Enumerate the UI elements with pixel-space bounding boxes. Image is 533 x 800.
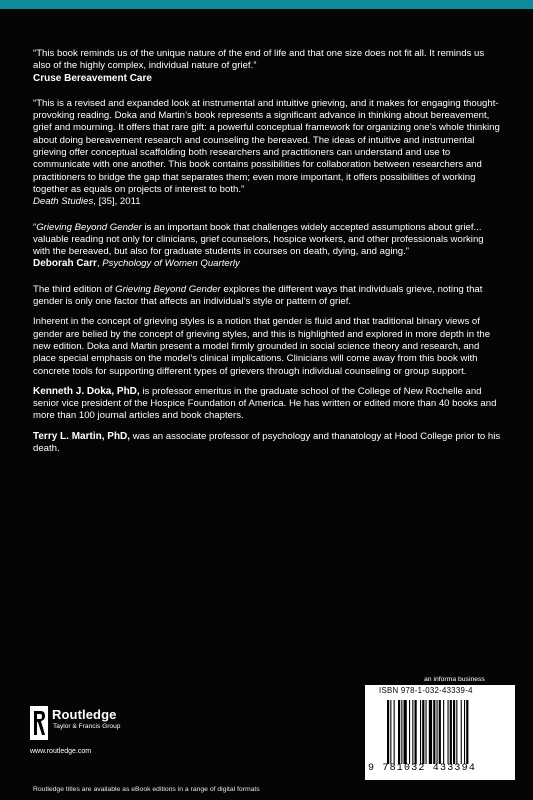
barcode-bar bbox=[387, 700, 389, 764]
author-bio-martin bbox=[33, 431, 503, 456]
author-bio-doka bbox=[33, 386, 503, 423]
barcode-bar bbox=[420, 700, 421, 764]
author-name: Kenneth J. Doka, PhD, bbox=[33, 385, 140, 397]
description-paragraph-2: Inherent in the concept of grieving styles is a notion that gender is fluid and that traditional binary views of gender are belied by the concept of grieving styles, and this is highlighted and explored in more depth in the new edition. Doka and Martin present a model firmly grounded in social science theory and research, and place special emphasis on the model’s clinical implications. Clinicians will come away from this book with concrete tools for supporting different types of grievers through individual counseling or group support. bbox=[33, 316, 491, 377]
barcode-bar bbox=[401, 700, 402, 764]
barcode-bar bbox=[443, 700, 444, 764]
cover-text bbox=[33, 48, 503, 463]
barcode-bar bbox=[456, 700, 457, 764]
quote-text: is an important book that challenges widely accepted assumptions about grief... valuable reading not only for clinicians, grief counselors, hospice workers, and other professionals working with the bereaved, but also for graduate students in courses on death, dying, and aging.” bbox=[33, 221, 484, 258]
isbn-label: ISBN 978-1-032-43339-4 bbox=[379, 686, 473, 695]
barcode-bar bbox=[433, 700, 435, 764]
isbn-barcode-box bbox=[365, 685, 515, 780]
review-quote-3: “Grieving Beyond Gender is an important book that challenges widely accepted assumptions about grief... valuable reading not only for clinicians, grief counselors, hospice workers, and other professionals working with the bereaved, but also for graduate students in courses on death, dying, and aging.” Deborah Carr, Psychology of Women Quarterly bbox=[33, 221, 484, 270]
quote-text: “This book reminds us of the unique nature of the end of life and that one size does not fit all. It reminds us also of the highly complex, individual nature of grief.” bbox=[33, 48, 485, 72]
barcode-bar bbox=[439, 700, 441, 764]
author-name: Terry L. Martin, PhD, bbox=[33, 430, 131, 442]
barcode-bar bbox=[394, 700, 395, 764]
publisher-url[interactable]: www.routledge.com bbox=[30, 748, 92, 755]
routledge-logo bbox=[30, 706, 126, 746]
book-title: Grieving Beyond Gender bbox=[36, 221, 142, 233]
price-box bbox=[481, 695, 512, 713]
author-bio: was an associate professor of psychology and thanatology at Hood College prior to his death. bbox=[33, 430, 501, 455]
routledge-r-icon bbox=[30, 706, 48, 740]
barcode-bar bbox=[453, 700, 455, 764]
publisher-tagline: Taylor & Francis Group bbox=[53, 723, 121, 730]
description-paragraph-1: The third edition of Grieving Beyond Gender explores the different ways that individuals grieve, noting that gender is only one factor that affects an individual’s style or pattern of grief. bbox=[33, 283, 483, 308]
parent-company: an informa business bbox=[424, 676, 485, 683]
barcode-bar bbox=[448, 700, 449, 764]
barcode-bar bbox=[415, 700, 417, 764]
barcode-bar bbox=[429, 700, 432, 764]
barcode-bar bbox=[466, 700, 468, 764]
accent-strip bbox=[0, 0, 533, 9]
publisher-name: Routledge bbox=[52, 707, 117, 722]
barcode-bar bbox=[461, 700, 462, 764]
quote-text: “This is a revised and expanded look at instrumental and intuitive grieving, and it makes for engaging thought-provoking reading. Doka and Martin’s book represents a significant advance in thinking about bereavement, grief and mourning. It offers that rare gift: a powerful conceptual framework for organizing one’s whole thinking about doing bereavement research and counseling the bereaved. The ideas of intuitive and instrumental grieving offer conceptual scaffolding both researchers and practitioners can understand and use to communicate with one another. This book contains possibilities for collaboration between researchers and practitioners to bridge the gap that separates them; even more important, it offers possibilities of working together as equals on projects of interest to both.” bbox=[33, 97, 500, 195]
cover-footer bbox=[0, 676, 533, 800]
barcode-bar bbox=[464, 700, 465, 764]
barcode-bar bbox=[437, 700, 438, 764]
ebook-note: Routledge titles are available as eBook editions in a range of digital formats bbox=[33, 786, 260, 793]
author-bio: is professor emeritus in the graduate school of the College of New Rochelle and senior vice president of the Hospice Foundation of America. He has written or edited more than 40 books and more than 100 journal articles and book chapters. bbox=[33, 385, 497, 422]
quote-journal: Psychology of Women Quarterly bbox=[102, 258, 240, 270]
barcode-bar bbox=[450, 700, 452, 764]
barcode-bar bbox=[404, 700, 407, 764]
quote-source: Cruse Bereavement Care bbox=[33, 72, 152, 84]
barcode-bar bbox=[422, 700, 424, 764]
book-title: Grieving Beyond Gender bbox=[115, 283, 221, 295]
barcode-bar bbox=[398, 700, 400, 764]
barcode-bar bbox=[426, 700, 427, 764]
review-quote-1 bbox=[33, 48, 503, 85]
review-quote-2 bbox=[33, 98, 503, 209]
barcode-bar bbox=[390, 700, 391, 764]
quote-author: Deborah Carr bbox=[33, 258, 97, 270]
quote-source-rest: , [35], 2011 bbox=[93, 196, 141, 208]
barcode-bar bbox=[412, 700, 413, 764]
quote-source-title: Death Studies bbox=[33, 196, 94, 208]
barcode-digits: 9 781032 433394 bbox=[368, 763, 477, 774]
quote-open: “ bbox=[33, 221, 37, 233]
barcode-bar bbox=[409, 700, 410, 764]
